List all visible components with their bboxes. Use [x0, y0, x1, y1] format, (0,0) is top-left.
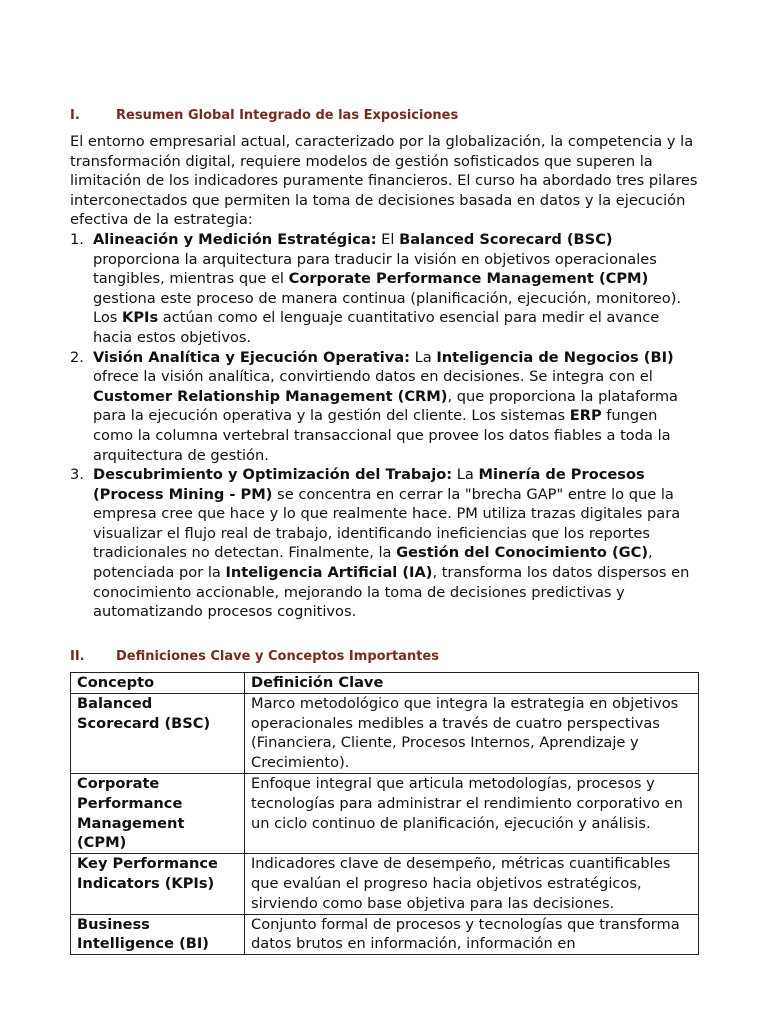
concept-cell: Balanced Scorecard (BSC): [71, 693, 245, 773]
definition-cell: Marco metodológico que integra la estrategia en objetivos operacionales medibles a través de cuatro perspectivas (Financiera, Cliente, Procesos Internos, Aprendizaje y Crecimiento).: [245, 693, 699, 773]
item-text: , transforma los datos dispersos en conocimiento accionable, mejorando la toma de decisiones predictivas y automatizando procesos cognitivos.: [93, 564, 690, 621]
section-number: I.: [70, 108, 80, 123]
item-text: proporciona la arquitectura para traducir la visión en objetivos operacionales tangibles, mientras que el: [93, 250, 657, 288]
list-number: 2.: [70, 348, 84, 366]
column-header: Definición Clave: [245, 673, 699, 694]
item-text: , potenciada por la: [93, 544, 653, 582]
item-term: Gestión del Conocimiento (GC): [396, 544, 649, 562]
item-text: La: [452, 466, 479, 484]
list-number: 1.: [70, 230, 84, 248]
definition-cell: Conjunto formal de procesos y tecnologías que transforma datos brutos en información, información en: [245, 914, 699, 955]
item-term: KPIs: [122, 309, 159, 327]
definition-cell: Enfoque integral que articula metodologías, procesos y tecnologías para administrar el rendimiento corporativo en un ciclo continuo de planificación, ejecución y análisis.: [245, 773, 699, 853]
item-lead: Alineación y Medición Estratégica:: [93, 230, 377, 248]
section-title: Definiciones Clave y Conceptos Importantes: [116, 649, 439, 664]
table-row: [71, 914, 699, 955]
intro-paragraph: El entorno empresarial actual, caracterizado por la globalización, la competencia y la transformación digital, requiere modelos de gestión sofisticados que superen la limitación de los indicadores puramente financieros. El curso ha abordado tres pilares interconectados que permiten la toma de decisiones basada en datos y la ejecución efectiva de la estrategia:: [70, 133, 698, 229]
item-lead: Descubrimiento y Optimización del Trabajo:: [93, 466, 453, 484]
table-row: [71, 773, 699, 853]
item-term: ERP: [569, 407, 602, 425]
item-term: Customer Relationship Management (CRM): [93, 387, 448, 405]
item-text: fungen como la columna vertebral transaccional que provee los datos fiables a toda la arquitectura de gestión.: [93, 407, 671, 464]
definition-cell: Indicadores clave de desempeño, métricas cuantificables que evalúan el progreso hacia objetivos estratégicos, sirviendo como base objetiva para las decisiones.: [245, 854, 699, 914]
item-term: Balanced Scorecard (BSC): [399, 230, 613, 248]
item-term: Corporate Performance Management (CPM): [288, 270, 649, 288]
item-text: se concentra en cerrar la "brecha GAP" entre lo que la empresa cree que hace y lo que realmente hace. PM utiliza trazas digitales para visualizar el flujo real de trabajo, identificando ineficiencias que los reportes tradicionales no detectan. Finalmente, la: [93, 485, 681, 562]
item-term: Minería de Procesos (Process Mining - PM): [93, 466, 645, 503]
table-row: [71, 693, 699, 773]
item-lead: Visión Analítica y Ejecución Operativa:: [93, 348, 410, 366]
list-number: 3.: [70, 466, 84, 484]
section-title: Resumen Global Integrado de las Exposiciones: [116, 108, 459, 123]
item-text: gestiona este proceso de manera continua (planificación, ejecución, monitoreo). Los: [93, 289, 682, 327]
concept-cell: Key Performance Indicators (KPIs): [71, 854, 245, 914]
concept-cell: Business Intelligence (BI): [71, 914, 245, 955]
item-term: Inteligencia Artificial (IA): [225, 564, 433, 582]
item-term: Inteligencia de Negocios (BI): [436, 348, 674, 366]
item-text: El: [376, 230, 400, 248]
column-header: Concepto: [71, 673, 245, 694]
concept-cell: Corporate Performance Management (CPM): [71, 773, 245, 853]
definitions-table: [70, 672, 699, 955]
table-header-row: [71, 673, 699, 694]
item-text: La: [409, 348, 437, 366]
section-number: II.: [70, 649, 85, 664]
item-text: , que proporciona la plataforma para la ejecución operativa y la gestión del cliente. Los sistemas: [93, 387, 678, 425]
item-text: ofrece la visión analítica, convirtiendo datos en decisiones. Se integra con el: [93, 368, 653, 386]
item-text: actúan como el lenguaje cuantitativo esencial para medir el avance hacia estos objetivos.: [93, 309, 660, 346]
table-row: [71, 854, 699, 914]
